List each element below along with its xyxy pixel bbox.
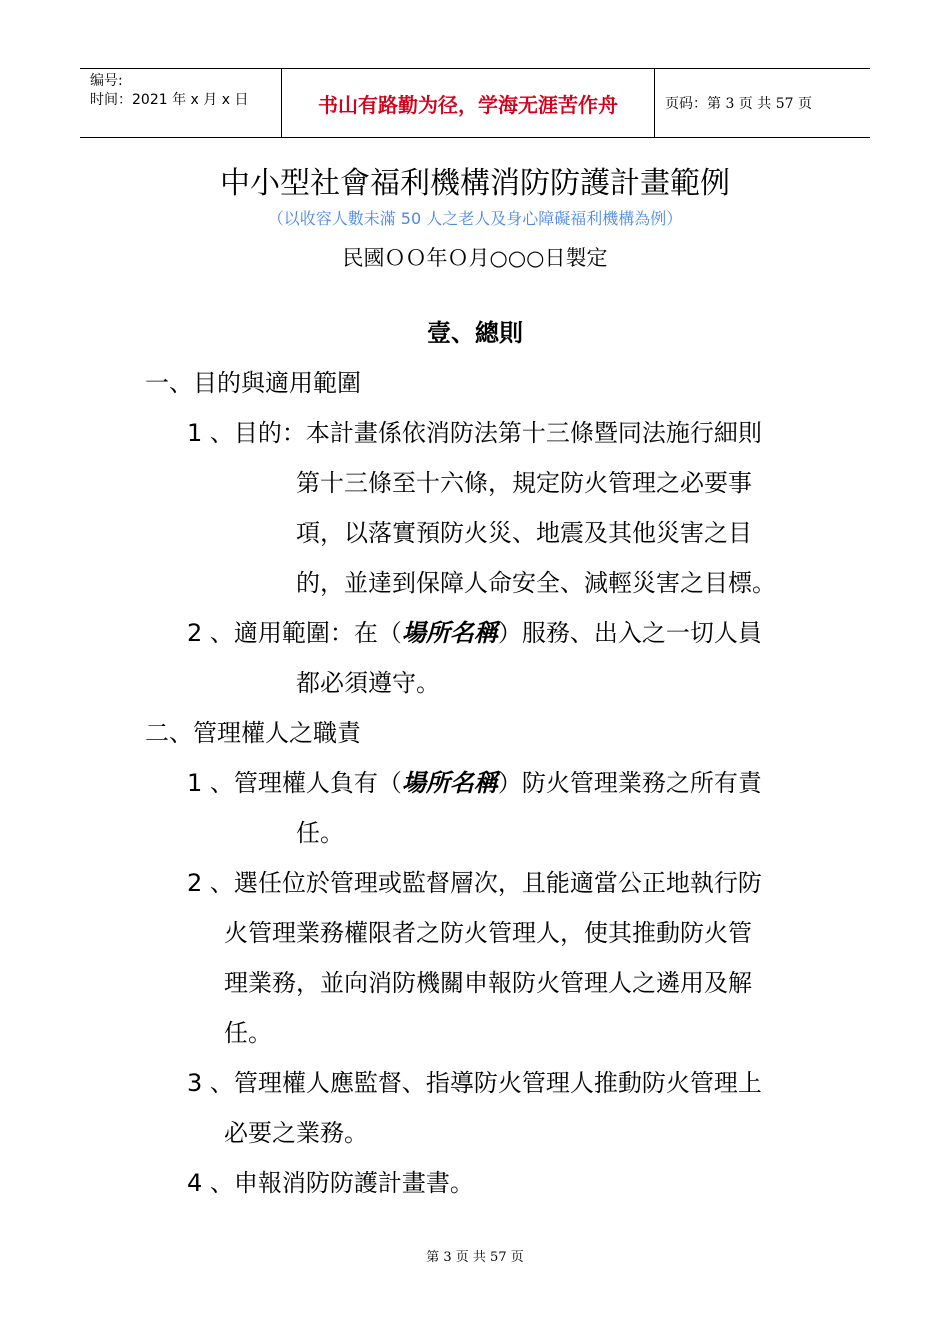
item-purpose-line-2: 第十三條至十六條，規定防火管理之必要事 — [296, 469, 752, 497]
document-date: 民國ＯＯ年Ｏ月○○○日製定 — [342, 246, 608, 270]
item-purpose-line-1: 1 、目的：本計畫係依消防法第十三條暨同法施行細則 — [187, 419, 762, 447]
header-left-cell — [80, 69, 282, 137]
duty-2-line-4: 任。 — [224, 1019, 272, 1047]
heading-purpose-scope: 一、目的與適用範圍 — [145, 369, 361, 397]
document-subtitle: （以收容人數未滿 50 人之老人及身心障礙福利機構為例） — [267, 209, 683, 228]
number-label: 编号: — [90, 73, 123, 89]
item-purpose-line-4: 的，並達到保障人命安全、減輕災害之目標。 — [296, 569, 776, 597]
item-purpose-line-3: 項，以落實預防火災、地震及其他災害之目 — [296, 519, 752, 547]
duty-3-line-2: 必要之業務。 — [224, 1119, 368, 1147]
placeholder-venue-name: 場所名稱 — [401, 619, 498, 647]
page-footer: 第 3 页 共 57 页 — [426, 1250, 524, 1265]
duty-1-suffix: ）防火管理業務之所有責 — [497, 769, 762, 797]
item-scope-line-2: 都必須遵守。 — [296, 669, 440, 697]
duty-2-line-2: 火管理業務權限者之防火管理人，使其推動防火管 — [224, 919, 752, 947]
page-header — [80, 68, 870, 138]
duty-1-line-1 — [187, 766, 762, 800]
section-heading: 壹、總則 — [427, 319, 523, 347]
document-title: 中小型社會福利機構消防防護計畫範例 — [220, 166, 730, 201]
duty-3-line-1: 3 、管理權人應監督、指導防火管理人推動防火管理上 — [187, 1069, 762, 1097]
duty-1-prefix: 1 、管理權人負有（ — [187, 769, 402, 797]
duty-1-line-2: 任。 — [296, 819, 344, 847]
duty-2-line-3: 理業務，並向消防機關申報防火管理人之遴用及解 — [224, 969, 752, 997]
header-page-info: 页码：第 3 页 共 57 页 — [665, 96, 812, 112]
heading-owner-duties: 二、管理權人之職責 — [145, 719, 361, 747]
duty-2-line-1: 2 、選任位於管理或監督層次，且能適當公正地執行防 — [187, 869, 762, 897]
item-scope-prefix: 2 、適用範圍：在（ — [187, 619, 402, 647]
item-scope-line-1 — [187, 616, 762, 650]
duty-4-line-1: 4 、申報消防防護計畫書。 — [187, 1169, 474, 1197]
placeholder-venue-name: 場所名稱 — [401, 769, 498, 797]
item-scope-suffix: ）服務、出入之一切人員 — [497, 619, 762, 647]
header-motto: 书山有路勤为径，学海无涯苦作舟 — [282, 69, 655, 137]
time-label: 时间：2021 年 x 月 x 日 — [90, 92, 249, 108]
